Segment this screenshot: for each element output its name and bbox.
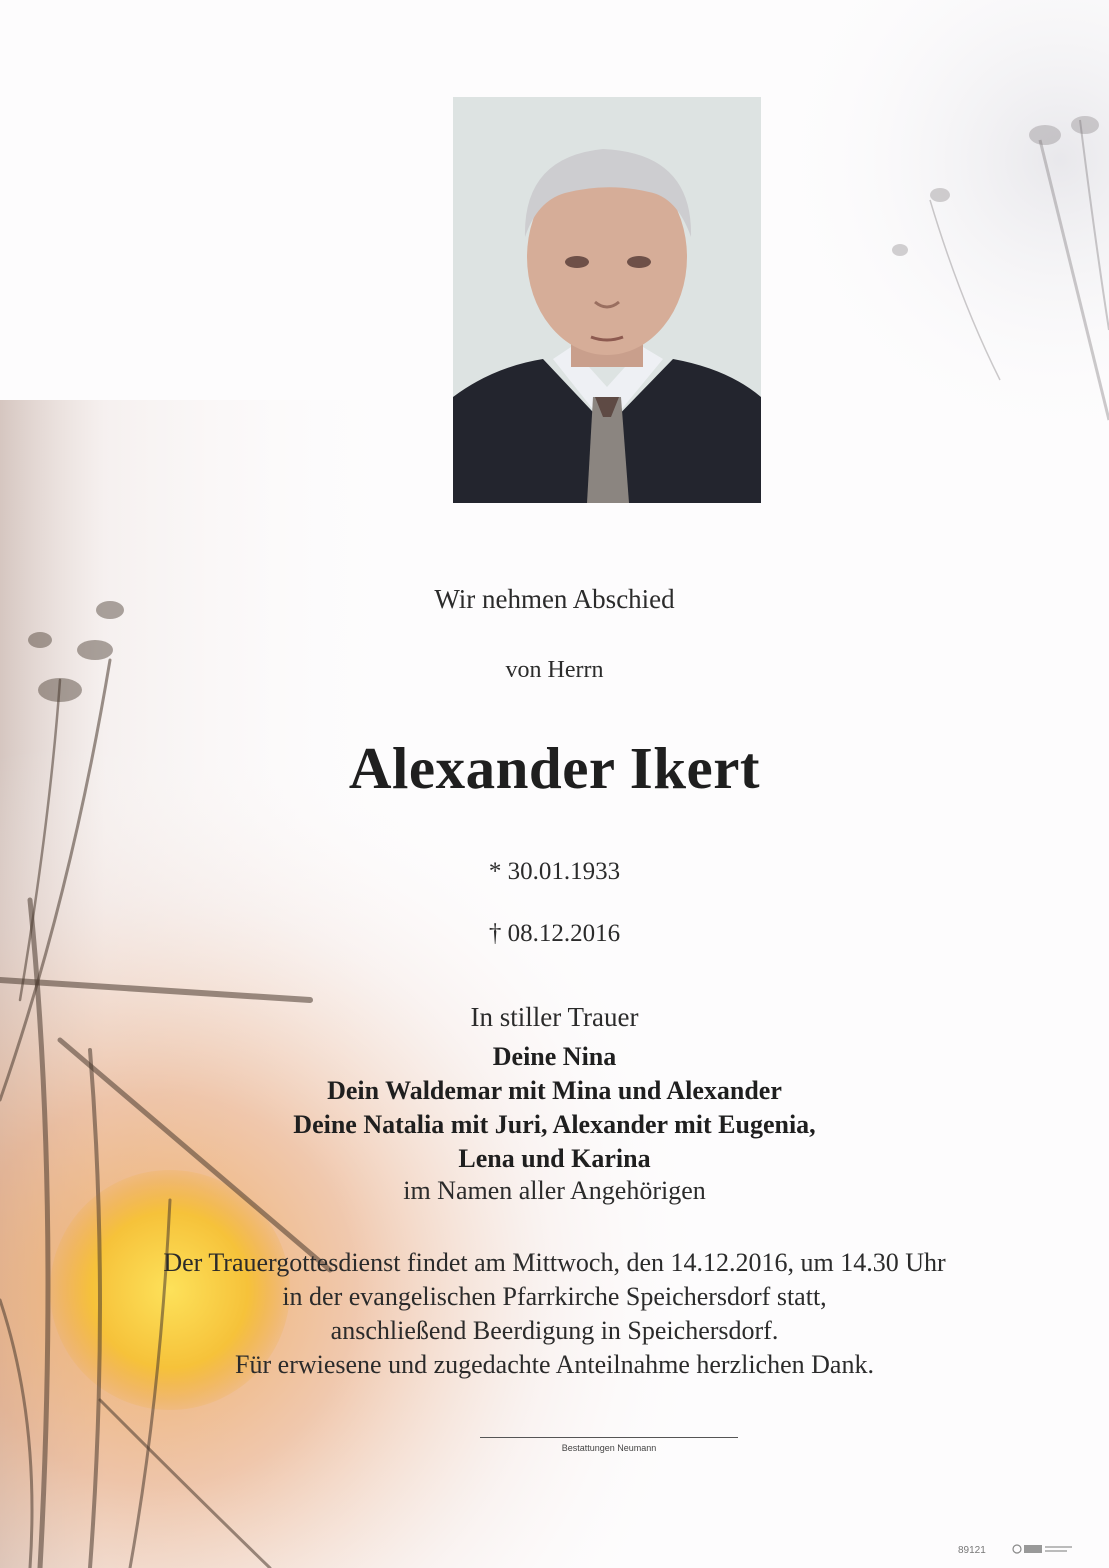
service-announcement xyxy=(0,1246,1109,1382)
mourning-intro: In stiller Trauer xyxy=(470,1002,639,1032)
portrait-photo xyxy=(453,97,761,503)
signature-divider xyxy=(480,1437,738,1438)
on-behalf-text: im Namen aller Angehörigen xyxy=(403,1176,706,1205)
mourner-line: Dein Waldemar mit Mina und Alexander xyxy=(327,1076,782,1105)
birth-date: * 30.01.1933 xyxy=(488,858,621,885)
mourners-list xyxy=(0,1040,1109,1176)
mourner-line: Lena und Karina xyxy=(458,1144,651,1173)
print-code: 89121 xyxy=(958,1545,986,1556)
printer-logo xyxy=(1012,1540,1074,1558)
service-line: Für erwiesene und zugedachte Anteilnahme herzlichen Dank. xyxy=(235,1350,874,1379)
salutation-text: von Herrn xyxy=(505,657,604,683)
deceased-name: Alexander Ikert xyxy=(348,735,761,801)
service-line: in der evangelischen Pfarrkirche Speichersdorf statt, xyxy=(282,1282,827,1311)
service-line: Der Trauergottesdienst findet am Mittwoch, den 14.12.2016, um 14.30 Uhr xyxy=(163,1248,946,1277)
service-line: anschließend Beerdigung in Speichersdorf. xyxy=(330,1316,779,1345)
death-date: † 08.12.2016 xyxy=(488,920,621,947)
mourner-line: Deine Nina xyxy=(492,1042,617,1071)
intro-text: Wir nehmen Abschied xyxy=(434,584,675,614)
mourner-line: Deine Natalia mit Juri, Alexander mit Eugenia, xyxy=(293,1110,816,1139)
funeral-home-signature: Bestattungen Neumann xyxy=(561,1443,657,1453)
